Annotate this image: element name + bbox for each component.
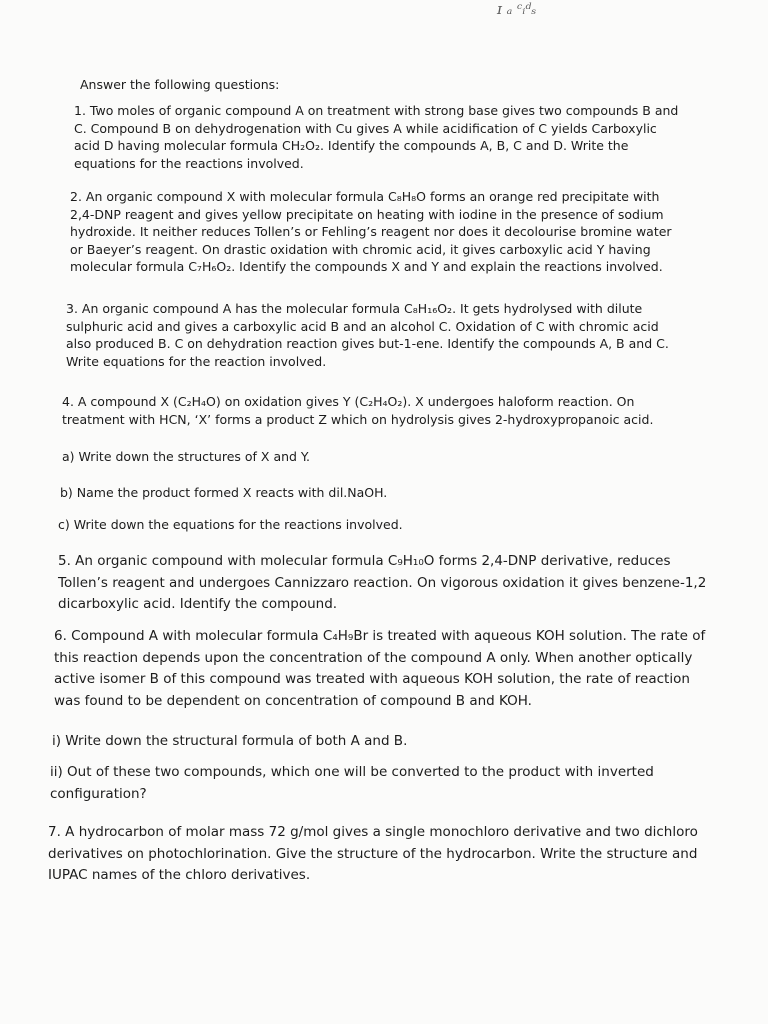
question-4: 4. A compound X (C₂H₄O) on oxidation gives Y (C₂H₄O₂). X undergoes haloform reaction. On treatment with HCN, ‘X’ forms a product Z which on hydrolysis gives 2-hydroxypropanoic acid. xyxy=(62,394,654,427)
question-3: 3. An organic compound A has the molecular formula C₈H₁₆O₂. It gets hydrolysed with dilute sulphuric acid and gives a carboxylic acid B and an alcohol C. Oxidation of C with chromic acid also produced B. C on dehydration reaction gives but-1-ene. Identify the compounds A, B and C. Write equations for the reaction involved. xyxy=(66,301,669,369)
question-6: 6. Compound A with molecular formula C₄H₉Br is treated with aqueous KOH solution. The rate of this reaction depends upon the concentration of the compound A only. When another optically active isomer B of this compound was treated with aqueous KOH solution, the rate of reaction was found to be dependent on concentration of compound B and KOH. xyxy=(54,628,706,709)
question-2: 2. An organic compound X with molecular formula C₈H₈O forms an orange red precipitate with 2,4-DNP reagent and gives yellow precipitate on heating with iodine in the presence of sodium hydroxide. It neither reduces Tollen’s or Fehling’s reagent nor does it decolourise bromine water or Baeyer’s reagent. On drastic oxidation with chromic acid, it gives carboxylic acid Y having molecular formula C₇H₆O₂. Identify the compounds X and Y and explain the reactions involved. xyxy=(70,189,672,274)
instruction-heading: Answer the following questions: xyxy=(80,77,280,92)
question-7: 7. A hydrocarbon of molar mass 72 g/mol gives a single monochloro derivative and two dichloro derivatives on photochlorination. Give the structure of the hydrocarbon. Write the structure and IUPAC names of the chloro derivatives. xyxy=(48,824,698,883)
question-4-part-b: b) Name the product formed X reacts with dil.NaOH. xyxy=(60,485,388,500)
question-4-part-a: a) Write down the structures of X and Y. xyxy=(62,449,311,464)
question-6-part-i: i) Write down the structural formula of both A and B. xyxy=(52,733,408,749)
question-1: 1. Two moles of organic compound A on treatment with strong base gives two compounds B and C. Compound B on dehydrogenation with Cu gives A while acidification of C yields Carboxylic acid D having molecular formula CH₂O₂. Identify the compounds A, B, C and D. Write the equations for the reactions involved. xyxy=(74,103,679,171)
question-4-part-c: c) Write down the equations for the reactions involved. xyxy=(58,517,403,532)
question-5: 5. An organic compound with molecular formula C₉H₁₀O forms 2,4-DNP derivative, reduces Tollen’s reagent and undergoes Cannizzaro reaction. On vigorous oxidation it gives benzene-1,2 dicarboxylic acid. Identify the compound. xyxy=(58,553,707,612)
handwritten-mark: ɪ ₐ ᶜᵢᵈₛ xyxy=(497,0,537,18)
question-6-part-ii: ii) Out of these two compounds, which one will be converted to the product with inverted configuration? xyxy=(50,764,654,802)
